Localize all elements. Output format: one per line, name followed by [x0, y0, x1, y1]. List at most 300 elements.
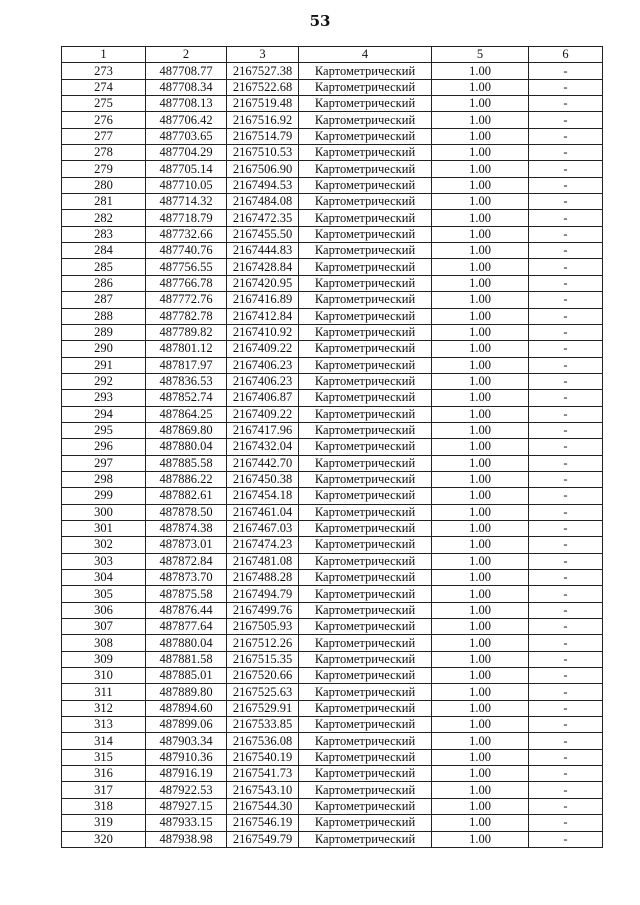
table-row [62, 668, 603, 684]
y-coordinate-cell: 2167406.87 [227, 390, 299, 406]
point-number-cell: 311 [62, 684, 146, 700]
y-coordinate-cell: 2167536.08 [227, 733, 299, 749]
table-row [62, 749, 603, 765]
method-cell: Картометрический [299, 390, 432, 406]
point-number-cell: 285 [62, 259, 146, 275]
method-cell: Картометрический [299, 373, 432, 389]
table-row [62, 96, 603, 112]
x-coordinate-cell: 487852.74 [146, 390, 227, 406]
x-coordinate-cell: 487875.58 [146, 586, 227, 602]
method-cell: Картометрический [299, 471, 432, 487]
point-number-cell: 277 [62, 128, 146, 144]
note-cell: - [529, 177, 603, 193]
y-coordinate-cell: 2167450.38 [227, 471, 299, 487]
accuracy-cell: 1.00 [432, 308, 529, 324]
note-cell: - [529, 831, 603, 847]
x-coordinate-cell: 487927.15 [146, 798, 227, 814]
note-cell: - [529, 602, 603, 618]
table-row [62, 390, 603, 406]
x-coordinate-cell: 487876.44 [146, 602, 227, 618]
point-number-cell: 310 [62, 668, 146, 684]
table-header-row [62, 47, 603, 63]
note-cell: - [529, 63, 603, 79]
table-row [62, 815, 603, 831]
x-coordinate-cell: 487864.25 [146, 406, 227, 422]
x-coordinate-cell: 487880.04 [146, 439, 227, 455]
x-coordinate-cell: 487714.32 [146, 194, 227, 210]
method-cell: Картометрический [299, 292, 432, 308]
y-coordinate-cell: 2167442.70 [227, 455, 299, 471]
x-coordinate-cell: 487836.53 [146, 373, 227, 389]
point-number-cell: 300 [62, 504, 146, 520]
accuracy-cell: 1.00 [432, 145, 529, 161]
point-number-cell: 276 [62, 112, 146, 128]
note-cell: - [529, 357, 603, 373]
table-row [62, 357, 603, 373]
x-coordinate-cell: 487782.78 [146, 308, 227, 324]
column-header: 1 [62, 47, 146, 63]
point-number-cell: 306 [62, 602, 146, 618]
x-coordinate-cell: 487704.29 [146, 145, 227, 161]
point-number-cell: 303 [62, 553, 146, 569]
note-cell: - [529, 275, 603, 291]
point-number-cell: 280 [62, 177, 146, 193]
x-coordinate-cell: 487710.05 [146, 177, 227, 193]
note-cell: - [529, 406, 603, 422]
note-cell: - [529, 570, 603, 586]
y-coordinate-cell: 2167546.19 [227, 815, 299, 831]
method-cell: Картометрический [299, 520, 432, 536]
point-number-cell: 286 [62, 275, 146, 291]
table-row [62, 520, 603, 536]
y-coordinate-cell: 2167454.18 [227, 488, 299, 504]
y-coordinate-cell: 2167520.66 [227, 668, 299, 684]
table-row [62, 341, 603, 357]
table-row [62, 406, 603, 422]
table-row [62, 373, 603, 389]
note-cell: - [529, 128, 603, 144]
note-cell: - [529, 324, 603, 340]
y-coordinate-cell: 2167499.76 [227, 602, 299, 618]
y-coordinate-cell: 2167494.53 [227, 177, 299, 193]
y-coordinate-cell: 2167529.91 [227, 700, 299, 716]
note-cell: - [529, 798, 603, 814]
accuracy-cell: 1.00 [432, 684, 529, 700]
x-coordinate-cell: 487922.53 [146, 782, 227, 798]
method-cell: Картометрический [299, 406, 432, 422]
x-coordinate-cell: 487732.66 [146, 226, 227, 242]
note-cell: - [529, 455, 603, 471]
method-cell: Картометрический [299, 275, 432, 291]
method-cell: Картометрический [299, 226, 432, 242]
y-coordinate-cell: 2167455.50 [227, 226, 299, 242]
method-cell: Картометрический [299, 684, 432, 700]
accuracy-cell: 1.00 [432, 570, 529, 586]
x-coordinate-cell: 487894.60 [146, 700, 227, 716]
accuracy-cell: 1.00 [432, 504, 529, 520]
y-coordinate-cell: 2167416.89 [227, 292, 299, 308]
note-cell: - [529, 619, 603, 635]
point-number-cell: 308 [62, 635, 146, 651]
method-cell: Картометрический [299, 422, 432, 438]
point-number-cell: 312 [62, 700, 146, 716]
accuracy-cell: 1.00 [432, 259, 529, 275]
table-row [62, 717, 603, 733]
x-coordinate-cell: 487882.61 [146, 488, 227, 504]
accuracy-cell: 1.00 [432, 406, 529, 422]
y-coordinate-cell: 2167488.28 [227, 570, 299, 586]
accuracy-cell: 1.00 [432, 815, 529, 831]
method-cell: Картометрический [299, 700, 432, 716]
accuracy-cell: 1.00 [432, 177, 529, 193]
y-coordinate-cell: 2167417.96 [227, 422, 299, 438]
column-header: 4 [299, 47, 432, 63]
note-cell: - [529, 341, 603, 357]
note-cell: - [529, 210, 603, 226]
accuracy-cell: 1.00 [432, 292, 529, 308]
x-coordinate-cell: 487885.01 [146, 668, 227, 684]
method-cell: Картометрический [299, 635, 432, 651]
table-row [62, 128, 603, 144]
table-row [62, 177, 603, 193]
accuracy-cell: 1.00 [432, 717, 529, 733]
note-cell: - [529, 668, 603, 684]
y-coordinate-cell: 2167444.83 [227, 243, 299, 259]
accuracy-cell: 1.00 [432, 210, 529, 226]
table-row [62, 553, 603, 569]
note-cell: - [529, 471, 603, 487]
point-number-cell: 290 [62, 341, 146, 357]
point-number-cell: 320 [62, 831, 146, 847]
y-coordinate-cell: 2167484.08 [227, 194, 299, 210]
note-cell: - [529, 717, 603, 733]
method-cell: Картометрический [299, 308, 432, 324]
accuracy-cell: 1.00 [432, 79, 529, 95]
table-row [62, 488, 603, 504]
note-cell: - [529, 292, 603, 308]
x-coordinate-cell: 487708.34 [146, 79, 227, 95]
y-coordinate-cell: 2167406.23 [227, 357, 299, 373]
point-number-cell: 304 [62, 570, 146, 586]
x-coordinate-cell: 487874.38 [146, 520, 227, 536]
x-coordinate-cell: 487789.82 [146, 324, 227, 340]
table-row [62, 602, 603, 618]
note-cell: - [529, 733, 603, 749]
method-cell: Картометрический [299, 668, 432, 684]
point-number-cell: 317 [62, 782, 146, 798]
y-coordinate-cell: 2167519.48 [227, 96, 299, 112]
note-cell: - [529, 439, 603, 455]
y-coordinate-cell: 2167461.04 [227, 504, 299, 520]
accuracy-cell: 1.00 [432, 357, 529, 373]
accuracy-cell: 1.00 [432, 782, 529, 798]
y-coordinate-cell: 2167516.92 [227, 112, 299, 128]
table-row [62, 161, 603, 177]
x-coordinate-cell: 487708.13 [146, 96, 227, 112]
x-coordinate-cell: 487873.01 [146, 537, 227, 553]
accuracy-cell: 1.00 [432, 586, 529, 602]
table-row [62, 439, 603, 455]
x-coordinate-cell: 487933.15 [146, 815, 227, 831]
table-row [62, 210, 603, 226]
point-number-cell: 283 [62, 226, 146, 242]
table-row [62, 259, 603, 275]
y-coordinate-cell: 2167514.79 [227, 128, 299, 144]
x-coordinate-cell: 487899.06 [146, 717, 227, 733]
accuracy-cell: 1.00 [432, 798, 529, 814]
table-row [62, 226, 603, 242]
x-coordinate-cell: 487886.22 [146, 471, 227, 487]
accuracy-cell: 1.00 [432, 749, 529, 765]
method-cell: Картометрический [299, 161, 432, 177]
column-header: 5 [432, 47, 529, 63]
method-cell: Картометрический [299, 455, 432, 471]
method-cell: Картометрический [299, 145, 432, 161]
accuracy-cell: 1.00 [432, 537, 529, 553]
method-cell: Картометрический [299, 96, 432, 112]
table-row [62, 471, 603, 487]
accuracy-cell: 1.00 [432, 488, 529, 504]
note-cell: - [529, 96, 603, 112]
method-cell: Картометрический [299, 112, 432, 128]
accuracy-cell: 1.00 [432, 390, 529, 406]
x-coordinate-cell: 487916.19 [146, 766, 227, 782]
point-number-cell: 299 [62, 488, 146, 504]
x-coordinate-cell: 487718.79 [146, 210, 227, 226]
y-coordinate-cell: 2167474.23 [227, 537, 299, 553]
point-number-cell: 319 [62, 815, 146, 831]
point-number-cell: 289 [62, 324, 146, 340]
table-row [62, 537, 603, 553]
table-row [62, 324, 603, 340]
accuracy-cell: 1.00 [432, 651, 529, 667]
point-number-cell: 315 [62, 749, 146, 765]
table-row [62, 733, 603, 749]
table-row [62, 79, 603, 95]
method-cell: Картометрический [299, 63, 432, 79]
method-cell: Картометрический [299, 602, 432, 618]
x-coordinate-cell: 487756.55 [146, 259, 227, 275]
page-number: 53 [309, 12, 331, 30]
table-row [62, 422, 603, 438]
accuracy-cell: 1.00 [432, 733, 529, 749]
y-coordinate-cell: 2167510.53 [227, 145, 299, 161]
method-cell: Картометрический [299, 243, 432, 259]
point-number-cell: 314 [62, 733, 146, 749]
point-number-cell: 273 [62, 63, 146, 79]
point-number-cell: 275 [62, 96, 146, 112]
x-coordinate-cell: 487878.50 [146, 504, 227, 520]
accuracy-cell: 1.00 [432, 455, 529, 471]
x-coordinate-cell: 487801.12 [146, 341, 227, 357]
table-row [62, 63, 603, 79]
note-cell: - [529, 635, 603, 651]
method-cell: Картометрический [299, 259, 432, 275]
point-number-cell: 296 [62, 439, 146, 455]
point-number-cell: 305 [62, 586, 146, 602]
y-coordinate-cell: 2167522.68 [227, 79, 299, 95]
y-coordinate-cell: 2167506.90 [227, 161, 299, 177]
note-cell: - [529, 504, 603, 520]
method-cell: Картометрический [299, 586, 432, 602]
y-coordinate-cell: 2167428.84 [227, 259, 299, 275]
point-number-cell: 294 [62, 406, 146, 422]
point-number-cell: 307 [62, 619, 146, 635]
note-cell: - [529, 782, 603, 798]
method-cell: Картометрический [299, 717, 432, 733]
y-coordinate-cell: 2167467.03 [227, 520, 299, 536]
y-coordinate-cell: 2167409.22 [227, 341, 299, 357]
y-coordinate-cell: 2167544.30 [227, 798, 299, 814]
method-cell: Картометрический [299, 619, 432, 635]
point-number-cell: 278 [62, 145, 146, 161]
point-number-cell: 297 [62, 455, 146, 471]
method-cell: Картометрический [299, 815, 432, 831]
y-coordinate-cell: 2167410.92 [227, 324, 299, 340]
y-coordinate-cell: 2167406.23 [227, 373, 299, 389]
accuracy-cell: 1.00 [432, 700, 529, 716]
table-row [62, 798, 603, 814]
note-cell: - [529, 145, 603, 161]
point-number-cell: 293 [62, 390, 146, 406]
accuracy-cell: 1.00 [432, 194, 529, 210]
point-number-cell: 302 [62, 537, 146, 553]
point-number-cell: 301 [62, 520, 146, 536]
note-cell: - [529, 520, 603, 536]
method-cell: Картометрический [299, 194, 432, 210]
y-coordinate-cell: 2167494.79 [227, 586, 299, 602]
note-cell: - [529, 390, 603, 406]
method-cell: Картометрический [299, 357, 432, 373]
note-cell: - [529, 553, 603, 569]
note-cell: - [529, 749, 603, 765]
table-row [62, 275, 603, 291]
table-row [62, 651, 603, 667]
x-coordinate-cell: 487881.58 [146, 651, 227, 667]
accuracy-cell: 1.00 [432, 422, 529, 438]
accuracy-cell: 1.00 [432, 635, 529, 651]
y-coordinate-cell: 2167472.35 [227, 210, 299, 226]
method-cell: Картометрический [299, 177, 432, 193]
x-coordinate-cell: 487885.58 [146, 455, 227, 471]
x-coordinate-cell: 487938.98 [146, 831, 227, 847]
x-coordinate-cell: 487772.76 [146, 292, 227, 308]
y-coordinate-cell: 2167541.73 [227, 766, 299, 782]
method-cell: Картометрический [299, 537, 432, 553]
note-cell: - [529, 488, 603, 504]
method-cell: Картометрический [299, 324, 432, 340]
x-coordinate-cell: 487817.97 [146, 357, 227, 373]
point-number-cell: 309 [62, 651, 146, 667]
x-coordinate-cell: 487869.80 [146, 422, 227, 438]
x-coordinate-cell: 487910.36 [146, 749, 227, 765]
y-coordinate-cell: 2167481.08 [227, 553, 299, 569]
point-number-cell: 313 [62, 717, 146, 733]
table-row [62, 586, 603, 602]
point-number-cell: 318 [62, 798, 146, 814]
method-cell: Картометрический [299, 570, 432, 586]
method-cell: Картометрический [299, 439, 432, 455]
y-coordinate-cell: 2167409.22 [227, 406, 299, 422]
accuracy-cell: 1.00 [432, 668, 529, 684]
note-cell: - [529, 815, 603, 831]
table-row [62, 782, 603, 798]
x-coordinate-cell: 487705.14 [146, 161, 227, 177]
method-cell: Картометрический [299, 651, 432, 667]
table-row [62, 145, 603, 161]
accuracy-cell: 1.00 [432, 602, 529, 618]
y-coordinate-cell: 2167549.79 [227, 831, 299, 847]
point-number-cell: 298 [62, 471, 146, 487]
method-cell: Картометрический [299, 749, 432, 765]
method-cell: Картометрический [299, 782, 432, 798]
table-row [62, 308, 603, 324]
y-coordinate-cell: 2167527.38 [227, 63, 299, 79]
x-coordinate-cell: 487872.84 [146, 553, 227, 569]
accuracy-cell: 1.00 [432, 520, 529, 536]
x-coordinate-cell: 487703.65 [146, 128, 227, 144]
method-cell: Картометрический [299, 488, 432, 504]
note-cell: - [529, 259, 603, 275]
point-number-cell: 292 [62, 373, 146, 389]
y-coordinate-cell: 2167505.93 [227, 619, 299, 635]
accuracy-cell: 1.00 [432, 275, 529, 291]
y-coordinate-cell: 2167412.84 [227, 308, 299, 324]
x-coordinate-cell: 487766.78 [146, 275, 227, 291]
note-cell: - [529, 194, 603, 210]
point-number-cell: 279 [62, 161, 146, 177]
x-coordinate-cell: 487708.77 [146, 63, 227, 79]
accuracy-cell: 1.00 [432, 471, 529, 487]
note-cell: - [529, 112, 603, 128]
x-coordinate-cell: 487889.80 [146, 684, 227, 700]
point-number-cell: 288 [62, 308, 146, 324]
note-cell: - [529, 700, 603, 716]
y-coordinate-cell: 2167533.85 [227, 717, 299, 733]
accuracy-cell: 1.00 [432, 161, 529, 177]
x-coordinate-cell: 487877.64 [146, 619, 227, 635]
method-cell: Картометрический [299, 766, 432, 782]
point-number-cell: 284 [62, 243, 146, 259]
note-cell: - [529, 684, 603, 700]
coordinates-table [61, 46, 603, 848]
accuracy-cell: 1.00 [432, 63, 529, 79]
table-row [62, 292, 603, 308]
method-cell: Картометрический [299, 553, 432, 569]
method-cell: Картометрический [299, 504, 432, 520]
note-cell: - [529, 161, 603, 177]
method-cell: Картометрический [299, 831, 432, 847]
method-cell: Картометрический [299, 341, 432, 357]
accuracy-cell: 1.00 [432, 96, 529, 112]
table-row [62, 570, 603, 586]
accuracy-cell: 1.00 [432, 831, 529, 847]
table-row [62, 619, 603, 635]
y-coordinate-cell: 2167420.95 [227, 275, 299, 291]
y-coordinate-cell: 2167512.26 [227, 635, 299, 651]
method-cell: Картометрический [299, 79, 432, 95]
table-row [62, 504, 603, 520]
table-row [62, 831, 603, 847]
accuracy-cell: 1.00 [432, 373, 529, 389]
method-cell: Картометрический [299, 128, 432, 144]
x-coordinate-cell: 487903.34 [146, 733, 227, 749]
method-cell: Картометрический [299, 733, 432, 749]
note-cell: - [529, 308, 603, 324]
note-cell: - [529, 226, 603, 242]
accuracy-cell: 1.00 [432, 766, 529, 782]
x-coordinate-cell: 487873.70 [146, 570, 227, 586]
